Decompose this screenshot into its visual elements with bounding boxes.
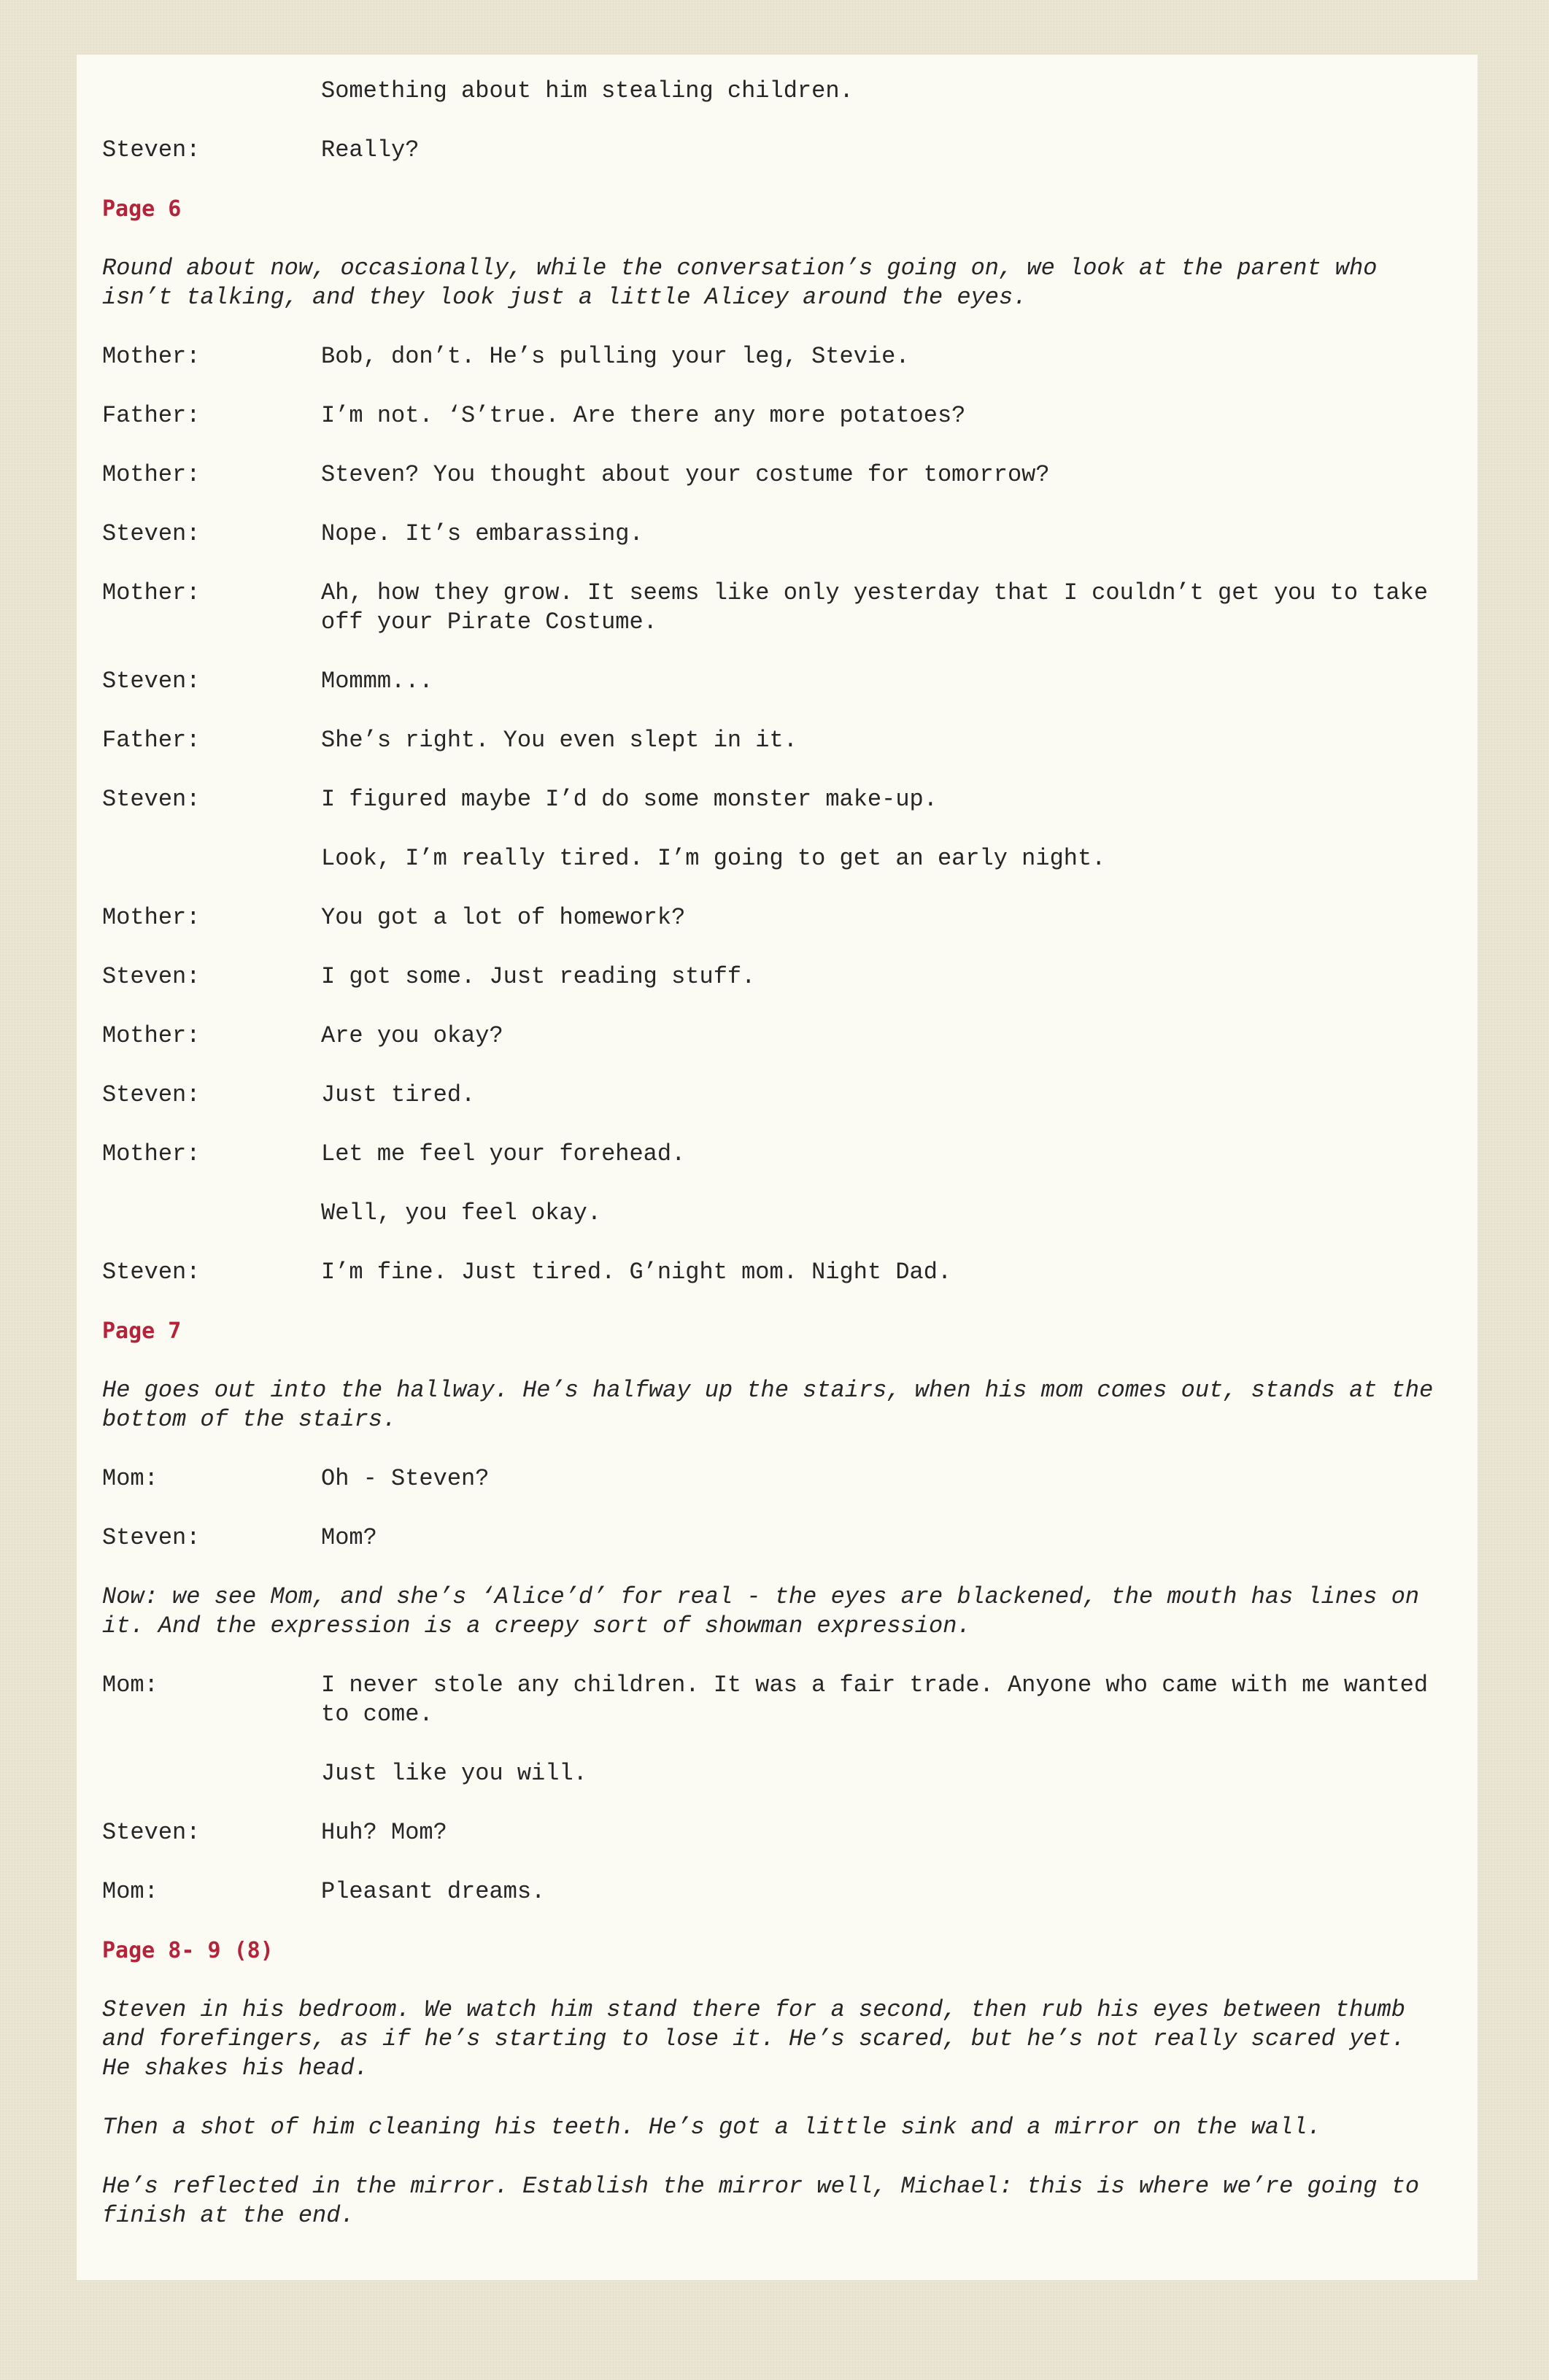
dialogue-line: I got some. Just reading stuff. <box>321 963 756 990</box>
dialogue-row <box>102 342 1477 371</box>
dialogue-line: Well, you feel okay. <box>321 1199 602 1226</box>
speaker-name: Steven: <box>102 1081 201 1108</box>
page-heading: Page 8- 9 (8) <box>102 1938 274 1963</box>
dialogue-row <box>102 519 1477 549</box>
speaker-name: Steven: <box>102 520 201 547</box>
dialogue-row <box>102 903 1477 932</box>
dialogue-row <box>102 77 1477 106</box>
dialogue-row <box>102 1877 1477 1906</box>
script-body <box>102 77 1477 2230</box>
dialogue-row <box>102 667 1477 696</box>
speaker-name: Steven: <box>102 668 201 695</box>
speaker-name: Mom: <box>102 1465 158 1492</box>
dialogue-line: I figured maybe I’d do some monster make-up. <box>321 786 938 813</box>
dialogue-line: Steven? You thought about your costume for tomorrow? <box>321 461 1050 488</box>
script-page <box>77 55 1477 2280</box>
stage-direction: Now: we see Mom, and she’s ‘Alice’d’ for real - the eyes are blackened, the mouth has lines on it. And the expression is a creepy sort of showman expression. <box>102 1583 1420 1639</box>
stage-direction: He’s reflected in the mirror. Establish the mirror well, Michael: this is where we’re going to finish at the end. <box>102 2173 1420 2229</box>
dialogue-line: I’m not. ‘S’true. Are there any more potatoes? <box>321 402 966 429</box>
dialogue-row <box>102 844 1477 873</box>
dialogue-row <box>102 1523 1477 1553</box>
speaker-name <box>102 1759 321 1788</box>
dialogue-row <box>102 785 1477 814</box>
dialogue-line: Something about him stealing children. <box>321 77 854 104</box>
dialogue-line: Just like you will. <box>321 1760 587 1787</box>
speaker-name: Steven: <box>102 1819 201 1846</box>
dialogue-line: Bob, don’t. He’s pulling your leg, Stevie. <box>321 343 910 370</box>
stage-direction: He goes out into the hallway. He’s halfway up the stairs, when his mom comes out, stands at the bottom of the stairs. <box>102 1377 1434 1433</box>
dialogue-row <box>102 962 1477 992</box>
speaker-name: Mother: <box>102 579 201 606</box>
page-heading: Page 6 <box>102 196 182 222</box>
dialogue-row <box>102 1759 1477 1788</box>
speaker-name: Father: <box>102 402 201 429</box>
speaker-name: Father: <box>102 727 201 754</box>
dialogue-row <box>102 1258 1477 1287</box>
speaker-name: Mother: <box>102 343 201 370</box>
stage-direction: Round about now, occasionally, while the conversation’s going on, we look at the parent who isn’t talking, and they look just a little Alicey around the eyes. <box>102 255 1378 311</box>
dialogue-line: Let me feel your forehead. <box>321 1140 686 1167</box>
speaker-name: Steven: <box>102 136 201 163</box>
speaker-name: Steven: <box>102 1524 201 1551</box>
dialogue-row <box>102 1081 1477 1110</box>
dialogue-line: Mom? <box>321 1524 377 1551</box>
speaker-name: Mom: <box>102 1672 158 1699</box>
dialogue-row <box>102 726 1477 755</box>
dialogue-line: Just tired. <box>321 1081 476 1108</box>
dialogue-line: Are you okay? <box>321 1022 503 1049</box>
speaker-name <box>102 844 321 873</box>
dialogue-row <box>102 579 1477 637</box>
speaker-name: Mother: <box>102 461 201 488</box>
dialogue-line: I never stole any children. It was a fair trade. Anyone who came with me wanted to come. <box>321 1672 1429 1728</box>
dialogue-row <box>102 1818 1477 1847</box>
dialogue-line: You got a lot of homework? <box>321 904 686 931</box>
dialogue-line: Oh - Steven? <box>321 1465 490 1492</box>
dialogue-row <box>102 136 1477 165</box>
dialogue-row <box>102 460 1477 490</box>
speaker-name: Steven: <box>102 963 201 990</box>
dialogue-line: Nope. It’s embarassing. <box>321 520 644 547</box>
dialogue-row <box>102 401 1477 430</box>
dialogue-row <box>102 1140 1477 1169</box>
speaker-name <box>102 77 321 106</box>
stage-direction: Then a shot of him cleaning his teeth. He’s got a little sink and a mirror on the wall. <box>102 2114 1321 2141</box>
stage-direction: Steven in his bedroom. We watch him stand there for a second, then rub his eyes between thumb and forefingers, as if he’s starting to lose it. He’s scared, but he’s not really scared yet. He shakes his head. <box>102 1996 1405 2082</box>
dialogue-line: Pleasant dreams. <box>321 1878 546 1905</box>
speaker-name: Mother: <box>102 1022 201 1049</box>
dialogue-row <box>102 1671 1477 1729</box>
speaker-name: Steven: <box>102 786 201 813</box>
speaker-name <box>102 1199 321 1228</box>
dialogue-row <box>102 1199 1477 1228</box>
dialogue-row <box>102 1021 1477 1051</box>
dialogue-line: Huh? Mom? <box>321 1819 447 1846</box>
speaker-name: Mother: <box>102 904 201 931</box>
speaker-name: Mother: <box>102 1140 201 1167</box>
speaker-name: Mom: <box>102 1878 158 1905</box>
speaker-name: Steven: <box>102 1259 201 1286</box>
dialogue-line: Really? <box>321 136 420 163</box>
dialogue-line: Mommm... <box>321 668 433 695</box>
dialogue-line: Look, I’m really tired. I’m going to get an early night. <box>321 845 1106 872</box>
dialogue-line: She’s right. You even slept in it. <box>321 727 797 754</box>
dialogue-line: I’m fine. Just tired. G’night mom. Night Dad. <box>321 1259 952 1286</box>
page-heading: Page 7 <box>102 1318 182 1344</box>
dialogue-row <box>102 1464 1477 1494</box>
dialogue-line: Ah, how they grow. It seems like only yesterday that I couldn’t get you to take off your Pirate Costume. <box>321 579 1429 635</box>
